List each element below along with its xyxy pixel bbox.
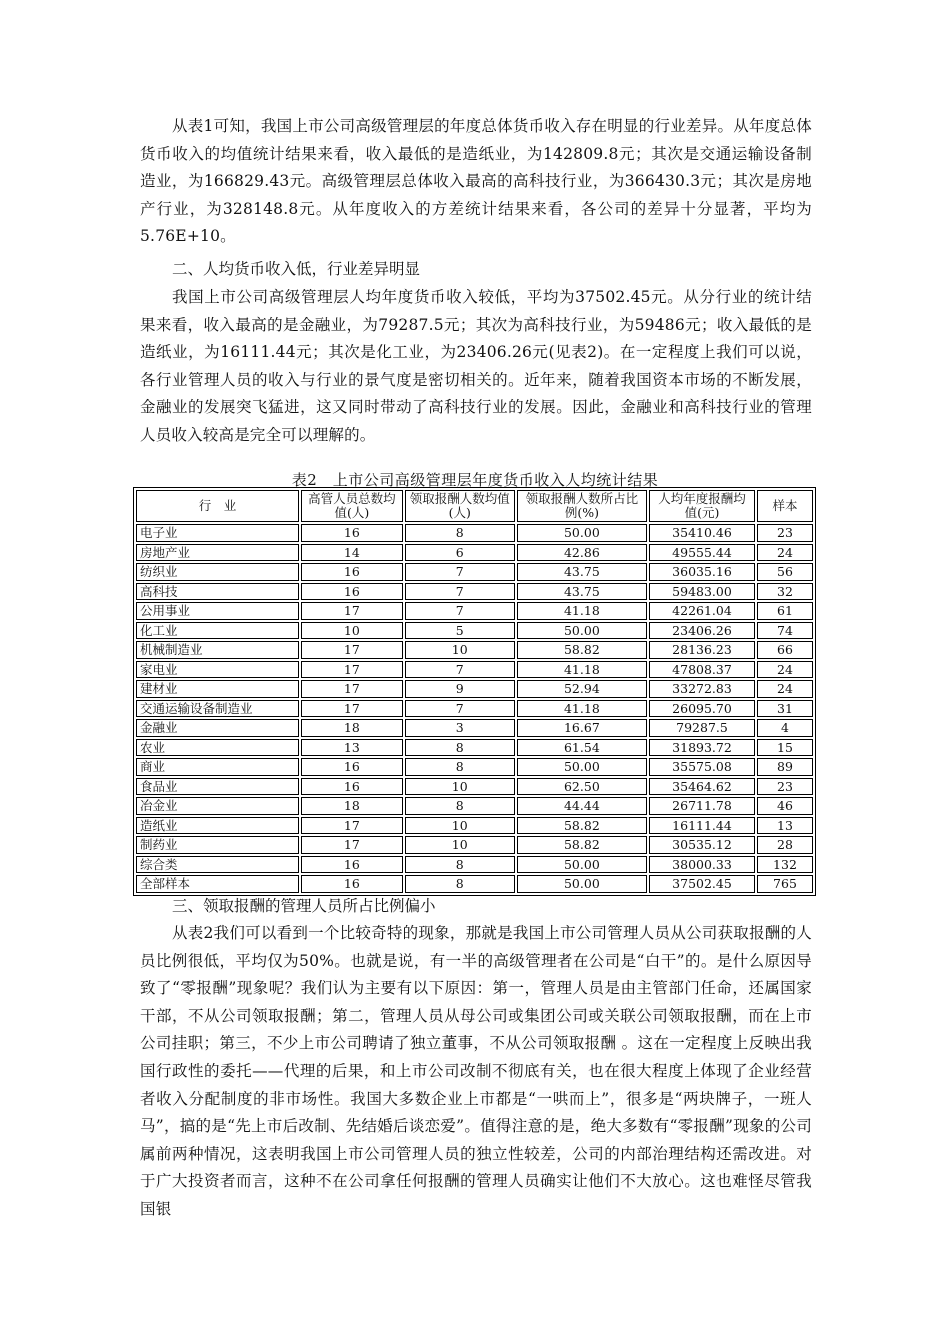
table-row xyxy=(136,563,813,581)
cell-sample: 74 xyxy=(757,622,813,640)
cell-total-managers: 17 xyxy=(301,836,403,854)
cell-paid-ratio: 58.82 xyxy=(517,641,647,659)
cell-sample: 66 xyxy=(757,641,813,659)
cell-paid-ratio: 50.00 xyxy=(517,524,647,542)
cell-industry: 综合类 xyxy=(136,856,299,874)
cell-sample: 56 xyxy=(757,563,813,581)
cell-paid-managers: 7 xyxy=(405,583,515,601)
cell-paid-managers: 3 xyxy=(405,719,515,737)
header-sample: 样本 xyxy=(757,490,813,522)
table-row xyxy=(136,641,813,659)
table-row xyxy=(136,758,813,776)
cell-paid-managers: 8 xyxy=(405,758,515,776)
cell-avg-pay: 47808.37 xyxy=(649,661,755,679)
cell-paid-managers: 8 xyxy=(405,875,515,893)
table-row xyxy=(136,817,813,835)
cell-paid-managers: 8 xyxy=(405,524,515,542)
cell-avg-pay: 23406.26 xyxy=(649,622,755,640)
cell-paid-ratio: 41.18 xyxy=(517,602,647,620)
cell-sample: 61 xyxy=(757,602,813,620)
cell-paid-managers: 7 xyxy=(405,563,515,581)
cell-sample: 24 xyxy=(757,661,813,679)
cell-sample: 23 xyxy=(757,778,813,796)
cell-paid-ratio: 41.18 xyxy=(517,661,647,679)
cell-industry: 交通运输设备制造业 xyxy=(136,700,299,718)
cell-paid-managers: 5 xyxy=(405,622,515,640)
table-row xyxy=(136,680,813,698)
cell-total-managers: 17 xyxy=(301,602,403,620)
table-row xyxy=(136,719,813,737)
table-row xyxy=(136,700,813,718)
cell-avg-pay: 36035.16 xyxy=(649,563,755,581)
section-heading-2: 二、人均货币收入低，行业差异明显 xyxy=(172,260,421,278)
cell-avg-pay: 79287.5 xyxy=(649,719,755,737)
cell-paid-ratio: 50.00 xyxy=(517,875,647,893)
cell-total-managers: 17 xyxy=(301,661,403,679)
table-row xyxy=(136,661,813,679)
cell-industry: 冶金业 xyxy=(136,797,299,815)
cell-avg-pay: 26095.70 xyxy=(649,700,755,718)
table-row xyxy=(136,524,813,542)
cell-avg-pay: 38000.33 xyxy=(649,856,755,874)
header-paid-managers: 领取报酬人数均值(人) xyxy=(405,490,515,522)
cell-total-managers: 17 xyxy=(301,641,403,659)
cell-total-managers: 17 xyxy=(301,700,403,718)
paragraph-per-capita-income: 我国上市公司高级管理层人均年度货币收入较低，平均为37502.45元。从分行业的统计结果来看，收入最高的是金融业，为79287.5元；其次为高科技行业，为59486元；收入最低的是造纸业，为16111.44元；其次是化工业，为23406.26元(见表2)。在一定程度上我们可以说，各行业管理人员的收入与行业的景气度是密切相关的。近年来，随着我国资本市场的不断发展，金融业的发展突飞猛进，这又同时带动了高科技行业的发展。因此，金融业和高科技行业的管理人员收入较高是完全可以理解的。 xyxy=(140,288,812,444)
cell-sample: 46 xyxy=(757,797,813,815)
cell-paid-managers: 7 xyxy=(405,700,515,718)
cell-paid-managers: 7 xyxy=(405,602,515,620)
cell-paid-ratio: 16.67 xyxy=(517,719,647,737)
cell-paid-managers: 10 xyxy=(405,641,515,659)
cell-paid-managers: 6 xyxy=(405,544,515,562)
cell-industry: 建材业 xyxy=(136,680,299,698)
cell-paid-ratio: 52.94 xyxy=(517,680,647,698)
cell-avg-pay: 33272.83 xyxy=(649,680,755,698)
cell-avg-pay: 35575.08 xyxy=(649,758,755,776)
cell-paid-managers: 10 xyxy=(405,817,515,835)
header-industry: 行 业 xyxy=(136,490,299,522)
cell-industry: 制药业 xyxy=(136,836,299,854)
cell-avg-pay: 42261.04 xyxy=(649,602,755,620)
cell-sample: 32 xyxy=(757,583,813,601)
cell-sample: 15 xyxy=(757,739,813,757)
table-row xyxy=(136,739,813,757)
cell-paid-ratio: 50.00 xyxy=(517,622,647,640)
cell-industry: 造纸业 xyxy=(136,817,299,835)
cell-total-managers: 16 xyxy=(301,875,403,893)
cell-paid-managers: 9 xyxy=(405,680,515,698)
cell-sample: 24 xyxy=(757,680,813,698)
cell-sample: 89 xyxy=(757,758,813,776)
cell-industry: 金融业 xyxy=(136,719,299,737)
cell-avg-pay: 31893.72 xyxy=(649,739,755,757)
table-row xyxy=(136,622,813,640)
paragraph-industry-difference: 从表1可知，我国上市公司高级管理层的年度总体货币收入存在明显的行业差异。从年度总体货币收入的均值统计结果来看，收入最低的是造纸业，为142809.8元；其次是交通运输设备制造业，为166829.43元。高级管理层总体收入最高的高科技行业，为366430.3元；其次是房地产行业，为328148.8元。从年度收入的方差统计结果来看，各公司的差异十分显著，平均为5.76E+10。 xyxy=(140,117,812,246)
cell-paid-managers: 10 xyxy=(405,836,515,854)
cell-total-managers: 16 xyxy=(301,856,403,874)
header-avg-pay: 人均年度报酬均值(元) xyxy=(649,490,755,522)
table-row xyxy=(136,797,813,815)
cell-sample: 23 xyxy=(757,524,813,542)
table-row xyxy=(136,544,813,562)
cell-sample: 4 xyxy=(757,719,813,737)
cell-avg-pay: 30535.12 xyxy=(649,836,755,854)
cell-industry: 公用事业 xyxy=(136,602,299,620)
table-row xyxy=(136,875,813,893)
cell-paid-managers: 8 xyxy=(405,856,515,874)
cell-industry: 高科技 xyxy=(136,583,299,601)
cell-paid-ratio: 41.18 xyxy=(517,700,647,718)
cell-sample: 24 xyxy=(757,544,813,562)
cell-paid-ratio: 62.50 xyxy=(517,778,647,796)
cell-industry: 房地产业 xyxy=(136,544,299,562)
cell-sample: 132 xyxy=(757,856,813,874)
header-total-managers: 高管人员总数均值(人) xyxy=(301,490,403,522)
table-body xyxy=(136,524,813,893)
cell-paid-managers: 10 xyxy=(405,778,515,796)
cell-paid-managers: 8 xyxy=(405,797,515,815)
cell-avg-pay: 49555.44 xyxy=(649,544,755,562)
cell-avg-pay: 35464.62 xyxy=(649,778,755,796)
cell-total-managers: 16 xyxy=(301,524,403,542)
cell-paid-ratio: 61.54 xyxy=(517,739,647,757)
cell-total-managers: 18 xyxy=(301,797,403,815)
cell-paid-ratio: 58.82 xyxy=(517,836,647,854)
cell-paid-managers: 7 xyxy=(405,661,515,679)
cell-avg-pay: 37502.45 xyxy=(649,875,755,893)
cell-industry: 农业 xyxy=(136,739,299,757)
cell-avg-pay: 26711.78 xyxy=(649,797,755,815)
header-paid-ratio: 领取报酬人数所占比例(%) xyxy=(517,490,647,522)
cell-total-managers: 16 xyxy=(301,563,403,581)
cell-avg-pay: 28136.23 xyxy=(649,641,755,659)
income-table xyxy=(133,487,816,896)
cell-paid-ratio: 50.00 xyxy=(517,758,647,776)
cell-paid-ratio: 50.00 xyxy=(517,856,647,874)
cell-paid-ratio: 43.75 xyxy=(517,563,647,581)
paragraph-paid-ratio: 从表2我们可以看到一个比较奇特的现象，那就是我国上市公司管理人员从公司获取报酬的人员比例很低，平均仅为50%。也就是说，有一半的高级管理者在公司是“白干”的。是什么原因导致了“零报酬”现象呢？我们认为主要有以下原因：第一，管理人员是由主管部门任命，还属国家干部，不从公司领取报酬；第二，管理人员从母公司或集团公司或关联公司领取报酬，而在上市公司挂职；第三，不少上市公司聘请了独立董事，不从公司领取报酬 。这在一定程度上反映出我国行政性的委托——代理的后果，和上市公司改制不彻底有关，也在很大程度上体现了企业经营者收入分配制度的非市场性。我国大多数企业上市都是“一哄而上”，很多是“两块牌子，一班人马”，搞的是“先上市后改制、先结婚后谈恋爱”。值得注意的是，绝大多数有“零报酬”现象的公司属前两种情况，这表明我国上市公司管理人员的独立性较差，公司的内部治理结构还需改进。对于广大投资者而言，这种不在公司拿任何报酬的管理人员确实让他们不大放心。这也难怪尽管我国银 xyxy=(140,924,812,1218)
cell-industry: 化工业 xyxy=(136,622,299,640)
cell-industry: 商业 xyxy=(136,758,299,776)
cell-total-managers: 18 xyxy=(301,719,403,737)
table-row xyxy=(136,583,813,601)
cell-total-managers: 10 xyxy=(301,622,403,640)
cell-total-managers: 16 xyxy=(301,758,403,776)
cell-avg-pay: 35410.46 xyxy=(649,524,755,542)
cell-total-managers: 16 xyxy=(301,583,403,601)
section-heading-3: 三、领取报酬的管理人员所占比例偏小 xyxy=(172,897,436,915)
table-row xyxy=(136,778,813,796)
cell-paid-ratio: 44.44 xyxy=(517,797,647,815)
cell-sample: 28 xyxy=(757,836,813,854)
cell-total-managers: 17 xyxy=(301,817,403,835)
cell-paid-ratio: 43.75 xyxy=(517,583,647,601)
table-2 xyxy=(133,487,816,896)
cell-total-managers: 16 xyxy=(301,778,403,796)
cell-avg-pay: 59483.00 xyxy=(649,583,755,601)
cell-total-managers: 17 xyxy=(301,680,403,698)
cell-total-managers: 14 xyxy=(301,544,403,562)
cell-industry: 家电业 xyxy=(136,661,299,679)
cell-sample: 765 xyxy=(757,875,813,893)
table-row xyxy=(136,836,813,854)
cell-industry: 全部样本 xyxy=(136,875,299,893)
table-caption: 表2 上市公司高级管理层年度货币收入人均统计结果 xyxy=(291,471,659,489)
cell-avg-pay: 16111.44 xyxy=(649,817,755,835)
cell-industry: 食品业 xyxy=(136,778,299,796)
table-header-row xyxy=(136,490,813,522)
cell-sample: 13 xyxy=(757,817,813,835)
cell-paid-ratio: 58.82 xyxy=(517,817,647,835)
cell-industry: 纺织业 xyxy=(136,563,299,581)
cell-industry: 机械制造业 xyxy=(136,641,299,659)
cell-paid-managers: 8 xyxy=(405,739,515,757)
cell-industry: 电子业 xyxy=(136,524,299,542)
cell-sample: 31 xyxy=(757,700,813,718)
table-row xyxy=(136,602,813,620)
cell-paid-ratio: 42.86 xyxy=(517,544,647,562)
cell-total-managers: 13 xyxy=(301,739,403,757)
table-row xyxy=(136,856,813,874)
